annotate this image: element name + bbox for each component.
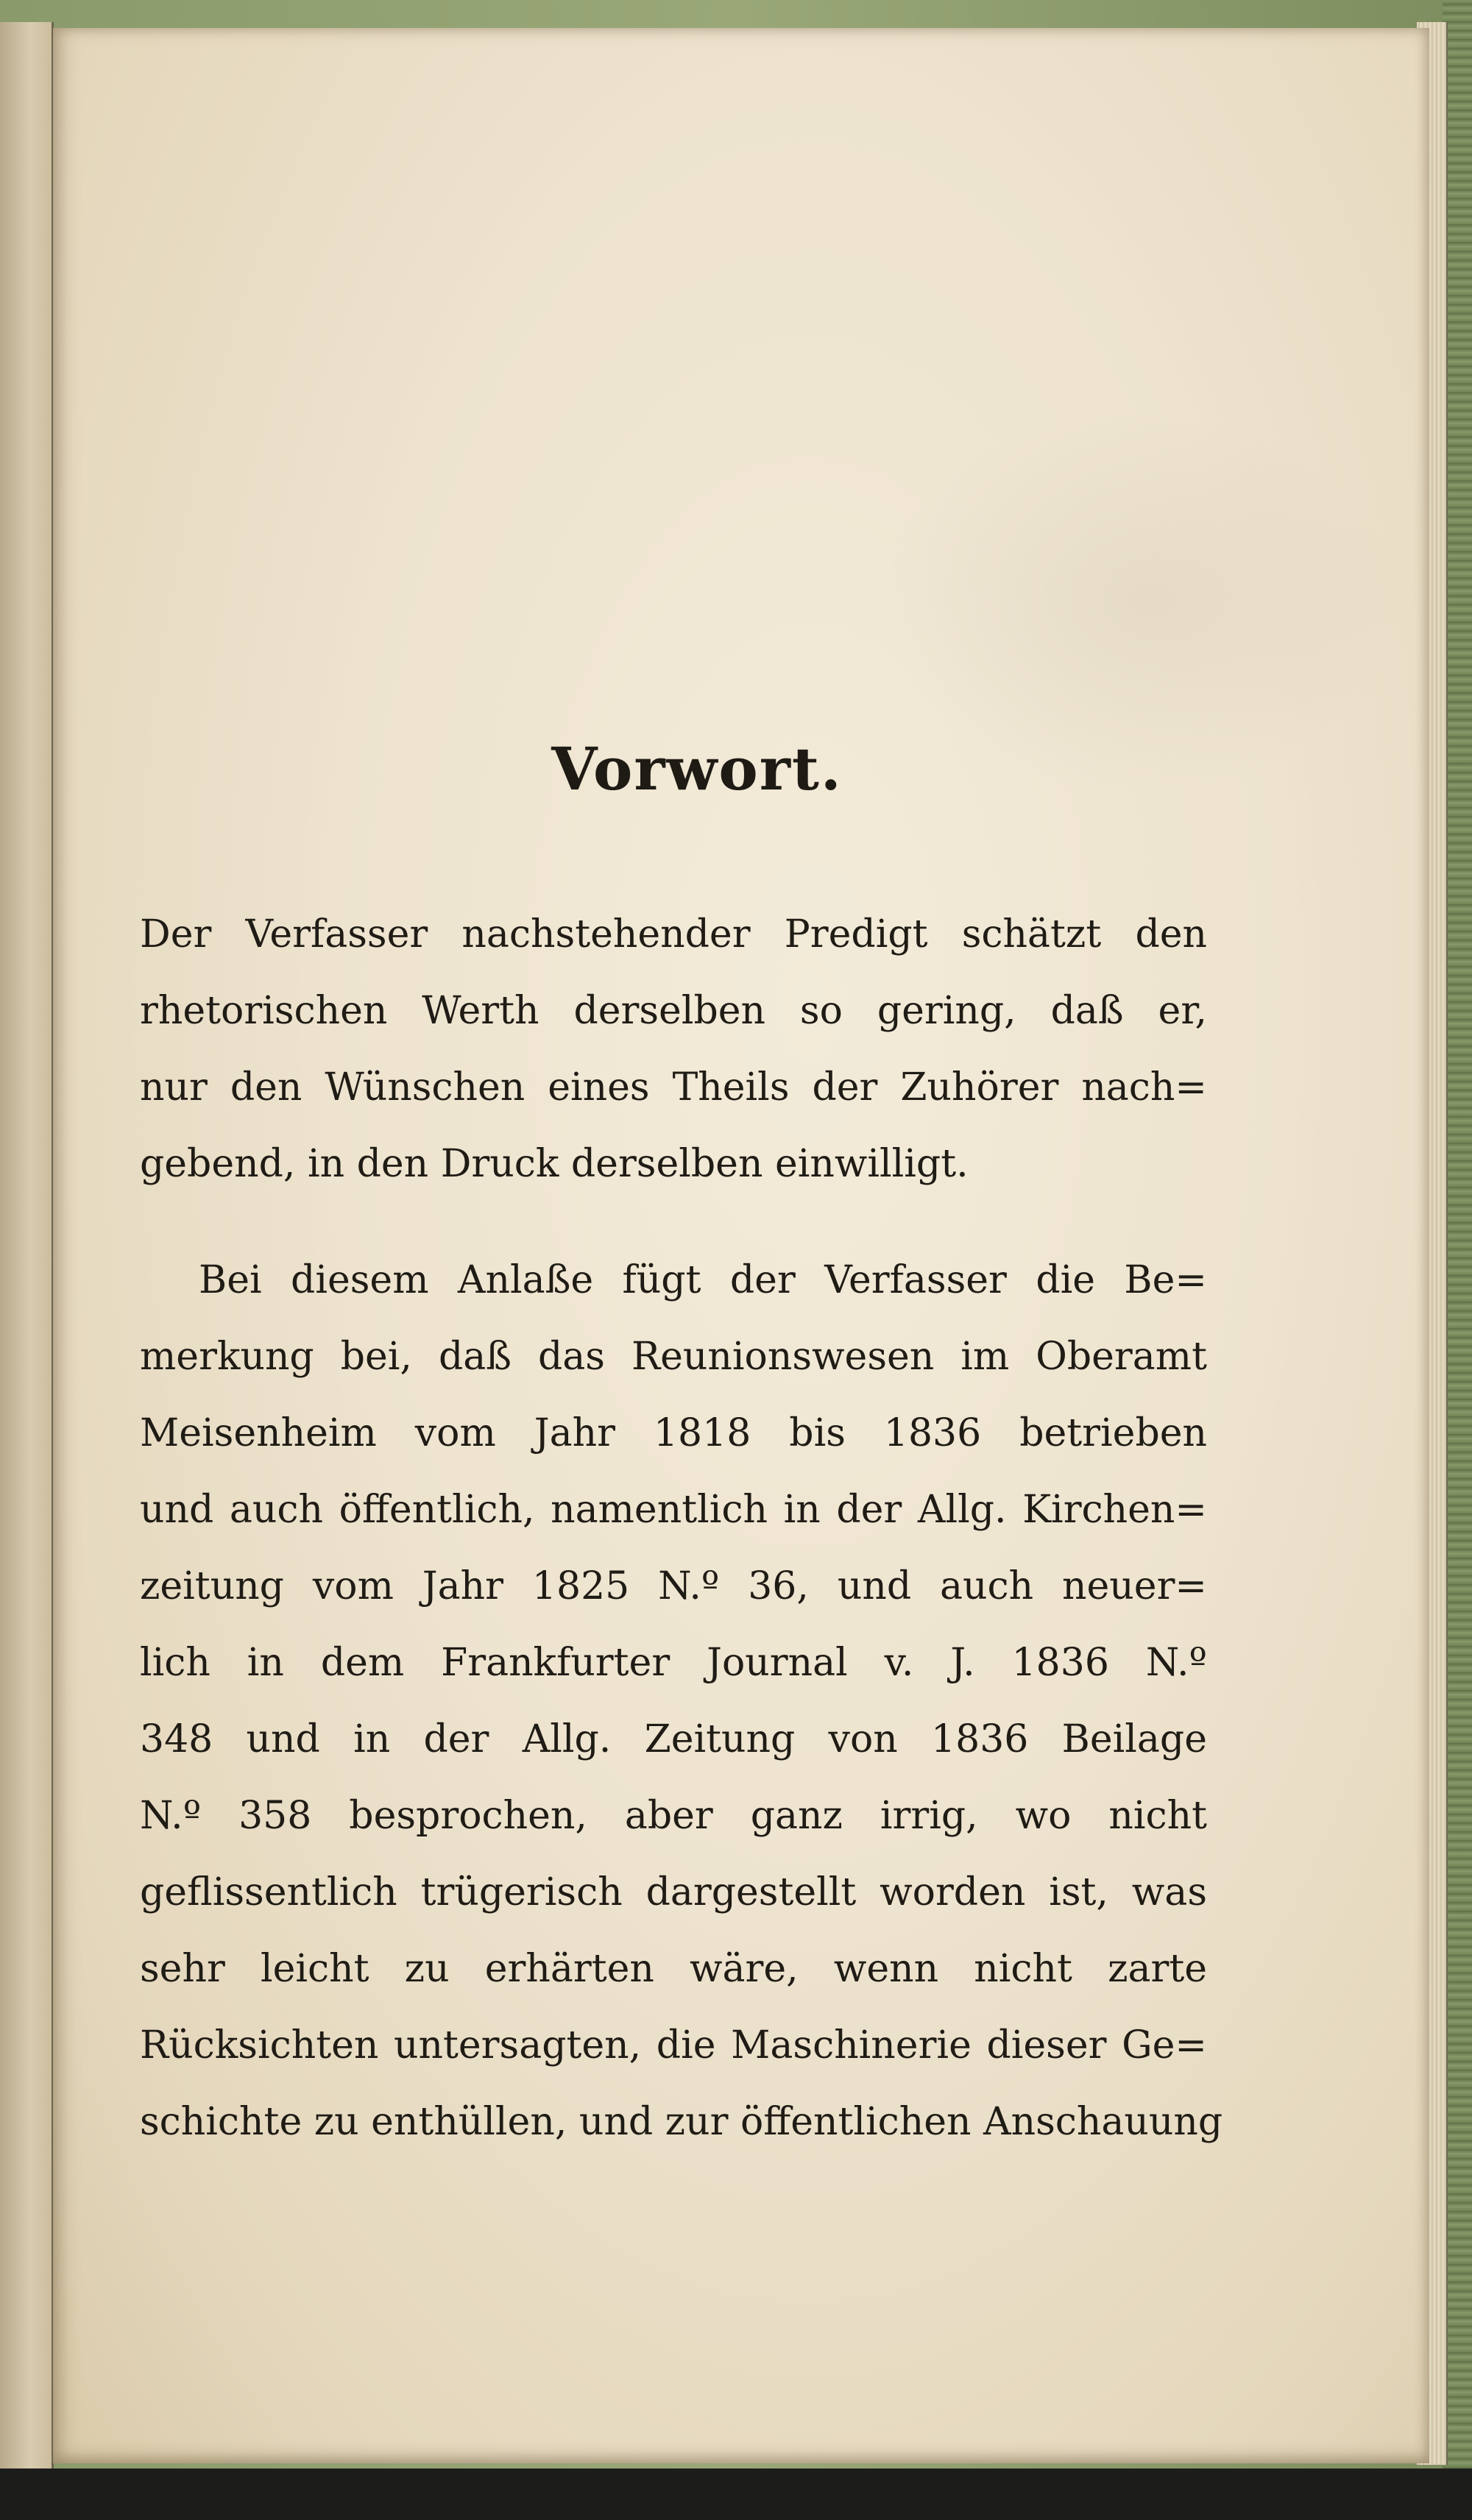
text-line: zeitung vom Jahr 1825 N.º 36, und auch neuer= <box>140 1564 1207 1608</box>
text-line: gebend, in den Druck derselben einwilligt. <box>140 1142 969 1186</box>
book-page <box>53 28 1429 2463</box>
text-line: Bei diesem Anlaße fügt der Verfasser die Be= <box>199 1258 1207 1302</box>
page-heading: Vorwort. <box>551 734 843 803</box>
text-line: schichte zu enthüllen, und zur öffentlichen Anschauung <box>140 2100 1223 2144</box>
text-line: geflissentlich trügerisch dargestellt worden ist, was <box>140 1870 1207 1914</box>
text-line: N.º 358 besprochen, aber ganz irrig, wo nicht <box>140 1794 1207 1838</box>
text-line: 348 und in der Allg. Zeitung von 1836 Beilage <box>140 1717 1207 1761</box>
text-line: lich in dem Frankfurter Journal v. J. 1836 N.º <box>140 1641 1207 1685</box>
bottom-shadow <box>0 2468 1472 2520</box>
previous-page-edge <box>0 22 54 2472</box>
paragraph-2 <box>140 1242 1223 2160</box>
text-line: Rücksichten untersagten, die Maschinerie dieser Ge= <box>140 2023 1207 2068</box>
paragraph-1 <box>140 896 1207 1202</box>
text-line: Meisenheim vom Jahr 1818 bis 1836 betrieben <box>140 1411 1207 1455</box>
text-line: rhetorischen Werth derselben so gering, daß er, <box>140 989 1207 1033</box>
text-line: Der Verfasser nachstehender Predigt schätzt den <box>140 912 1207 956</box>
text-line: merkung bei, daß das Reunionswesen im Oberamt <box>140 1335 1207 1379</box>
text-line: nur den Wünschen eines Theils der Zuhörer nach= <box>140 1065 1207 1110</box>
text-line: sehr leicht zu erhärten wäre, wenn nicht zarte <box>140 1947 1207 1991</box>
text-line: und auch öffentlich, namentlich in der Allg. Kirchen= <box>140 1488 1207 1532</box>
